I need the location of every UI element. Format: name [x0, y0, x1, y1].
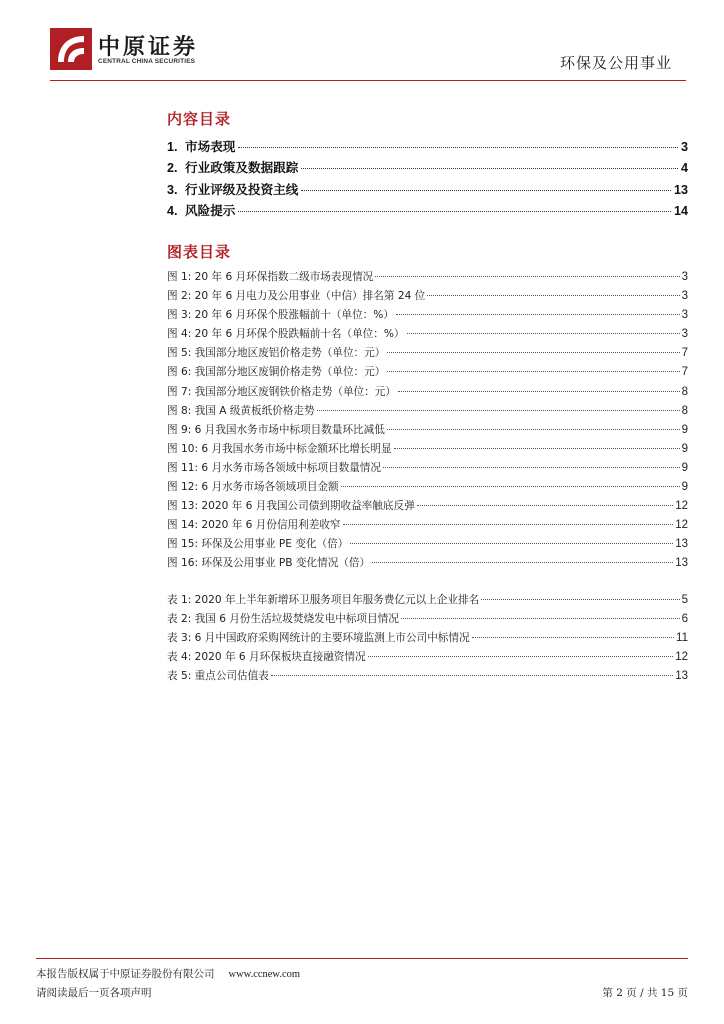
- figure-entry[interactable]: [167, 498, 688, 517]
- entry-number: 4.: [167, 204, 178, 219]
- entry-page: 8: [681, 404, 688, 417]
- entry-label: 图 10: 6 月我国水务市场中标金额环比增长明显: [167, 442, 392, 455]
- entry-page: 3: [681, 290, 688, 303]
- entry-label: 图 1: 20 年 6 月环保指数二级市场表现情况: [167, 271, 374, 283]
- entry-page: 3: [681, 271, 688, 283]
- table-entry[interactable]: [167, 649, 688, 668]
- toc-entry[interactable]: [167, 200, 688, 221]
- figure-entry[interactable]: [167, 326, 688, 345]
- table-entry[interactable]: [167, 611, 688, 630]
- entry-label: 图 7: 我国部分地区废钢铁价格走势（单位：元）: [167, 385, 396, 398]
- entry-label: 图 12: 6 月水务市场各领域项目金额: [167, 481, 339, 494]
- footer-copyright: 本报告版权属于中原证券股份有限公司: [36, 968, 215, 980]
- entry-page: 7: [681, 366, 688, 379]
- entry-label: 市场表现: [185, 139, 236, 154]
- dot-leader: [481, 599, 679, 600]
- dot-leader: [401, 618, 680, 619]
- entry-label: 行业评级及投资主线: [185, 181, 299, 197]
- dot-leader: [238, 147, 678, 148]
- entry-page: 3: [681, 328, 688, 341]
- tables-list: [167, 592, 688, 687]
- header-divider: [50, 80, 686, 81]
- figure-entry[interactable]: [167, 269, 688, 288]
- dot-leader: [472, 637, 674, 638]
- entry-page: 6: [681, 613, 688, 626]
- entry-page: 13: [675, 557, 688, 570]
- entry-page: 4: [680, 161, 688, 176]
- footer-website-link[interactable]: www.ccnew.com: [228, 969, 301, 980]
- entry-label: 图 8: 我国 A 级黄板纸价格走势: [167, 404, 315, 417]
- figure-entry[interactable]: [167, 403, 688, 422]
- entry-page: 14: [673, 204, 688, 219]
- dot-leader: [317, 410, 680, 411]
- entry-label: 表 2: 我国 6 月份生活垃圾焚烧发电中标项目情况: [167, 613, 399, 626]
- dot-leader: [387, 371, 679, 372]
- toc-entry[interactable]: [167, 157, 688, 178]
- toc-entry[interactable]: [167, 136, 688, 157]
- dot-leader: [375, 276, 679, 277]
- dot-leader: [387, 429, 680, 430]
- entry-label: 图 13: 2020 年 6 月我国公司债到期收益率触底反弹: [167, 500, 415, 513]
- entry-page: 12: [675, 651, 688, 664]
- entry-label: 表 1: 2020 年上半年新增环卫服务项目年服务费亿元以上企业排名: [167, 594, 480, 606]
- figure-entry[interactable]: [167, 384, 688, 403]
- entry-page: 3: [681, 309, 688, 322]
- entry-page: 9: [681, 442, 688, 455]
- logo-brand-en: CENTRAL CHINA SECURITIES: [98, 58, 196, 65]
- entry-label: 表 5: 重点公司估值表: [167, 670, 269, 683]
- entry-page: 8: [681, 385, 688, 398]
- table-entry[interactable]: [167, 592, 688, 611]
- toc-title: 内容目录: [167, 110, 232, 128]
- entry-page: 9: [681, 423, 688, 436]
- dot-leader: [350, 543, 673, 544]
- figure-entry[interactable]: [167, 345, 688, 364]
- figure-entry[interactable]: [167, 460, 688, 479]
- page-header: [0, 0, 724, 80]
- footer-divider: [36, 958, 688, 959]
- entry-label: 图 16: 环保及公用事业 PB 变化情况（倍）: [167, 557, 371, 570]
- entry-label: 图 4: 20 年 6 月环保个股跌幅前十名（单位：%）: [167, 328, 405, 341]
- figures-list: [167, 269, 688, 575]
- toc-entry[interactable]: [167, 179, 688, 200]
- dot-leader: [341, 486, 680, 487]
- figure-entry[interactable]: [167, 517, 688, 536]
- figures-title: 图表目录: [167, 243, 232, 261]
- dot-leader: [407, 333, 680, 334]
- entry-label: 图 11: 6 月水务市场各领域中标项目数量情况: [167, 461, 381, 474]
- entry-page: 13: [673, 182, 688, 197]
- dot-leader: [398, 391, 680, 392]
- entry-label: 图 3: 20 年 6 月环保个股涨幅前十（单位：%）: [167, 309, 394, 322]
- table-entry[interactable]: [167, 630, 688, 649]
- figure-entry[interactable]: [167, 288, 688, 307]
- entry-label: 图 9: 6 月我国水务市场中标项目数量环比减低: [167, 423, 385, 436]
- entry-label: 图 14: 2020 年 6 月份信用利差收窄: [167, 519, 341, 532]
- figure-entry[interactable]: [167, 307, 688, 326]
- entry-page: 11: [676, 632, 688, 645]
- dot-leader: [238, 211, 671, 212]
- dot-leader: [427, 295, 679, 296]
- dot-leader: [301, 190, 671, 191]
- entry-label: 行业政策及数据跟踪: [185, 160, 299, 176]
- dot-leader: [394, 448, 680, 449]
- entry-page: 7: [681, 347, 688, 360]
- dot-leader: [343, 524, 674, 525]
- figure-entry[interactable]: [167, 536, 688, 555]
- dot-leader: [271, 675, 673, 676]
- entry-number: 3.: [167, 182, 178, 197]
- dot-leader: [417, 505, 674, 506]
- entry-page: 12: [675, 500, 688, 513]
- dot-leader: [301, 168, 678, 169]
- logo-brand-cn: 中原证券: [98, 34, 199, 60]
- entry-page: 5: [681, 594, 688, 606]
- contents-list: [167, 136, 688, 222]
- footer-copyright-line: [36, 966, 300, 981]
- figure-entry[interactable]: [167, 479, 688, 498]
- figure-entry[interactable]: [167, 364, 688, 383]
- entry-label: 表 3: 6 月中国政府采购网统计的主要环境监测上市公司中标情况: [167, 632, 470, 645]
- entry-label: 图 15: 环保及公用事业 PE 变化（倍）: [167, 538, 349, 551]
- footer-disclaimer: 请阅读最后一页各项声明: [36, 987, 152, 999]
- entry-page: 13: [675, 538, 688, 551]
- entry-number: 1.: [167, 140, 178, 154]
- table-entry[interactable]: [167, 668, 688, 687]
- entry-label: 图 6: 我国部分地区废铜价格走势（单位：元）: [167, 366, 386, 379]
- entry-page: 13: [675, 670, 688, 683]
- dot-leader: [383, 467, 680, 468]
- footer-page-number: 第 2 页 / 共 15 页: [602, 987, 688, 999]
- entry-number: 2.: [167, 161, 178, 176]
- dot-leader: [368, 656, 674, 657]
- entry-label: 风险提示: [185, 203, 236, 219]
- section-name: 环保及公用事业: [559, 54, 672, 72]
- company-logo: [50, 28, 240, 72]
- entry-label: 图 5: 我国部分地区废铝价格走势（单位：元）: [167, 347, 386, 360]
- dot-leader: [387, 352, 679, 353]
- figure-entry[interactable]: [167, 555, 688, 574]
- figure-entry[interactable]: [167, 441, 688, 460]
- entry-page: 12: [675, 519, 688, 532]
- entry-label: 表 4: 2020 年 6 月环保板块直接融资情况: [167, 651, 366, 664]
- entry-page: 9: [681, 461, 688, 474]
- logo-mark-icon: [50, 28, 92, 70]
- dot-leader: [396, 314, 680, 315]
- figure-entry[interactable]: [167, 422, 688, 441]
- dot-leader: [372, 562, 673, 563]
- entry-label: 图 2: 20 年 6 月电力及公用事业（中信）排名第 24 位: [167, 290, 426, 303]
- entry-page: 9: [681, 481, 688, 494]
- entry-page: 3: [680, 140, 688, 154]
